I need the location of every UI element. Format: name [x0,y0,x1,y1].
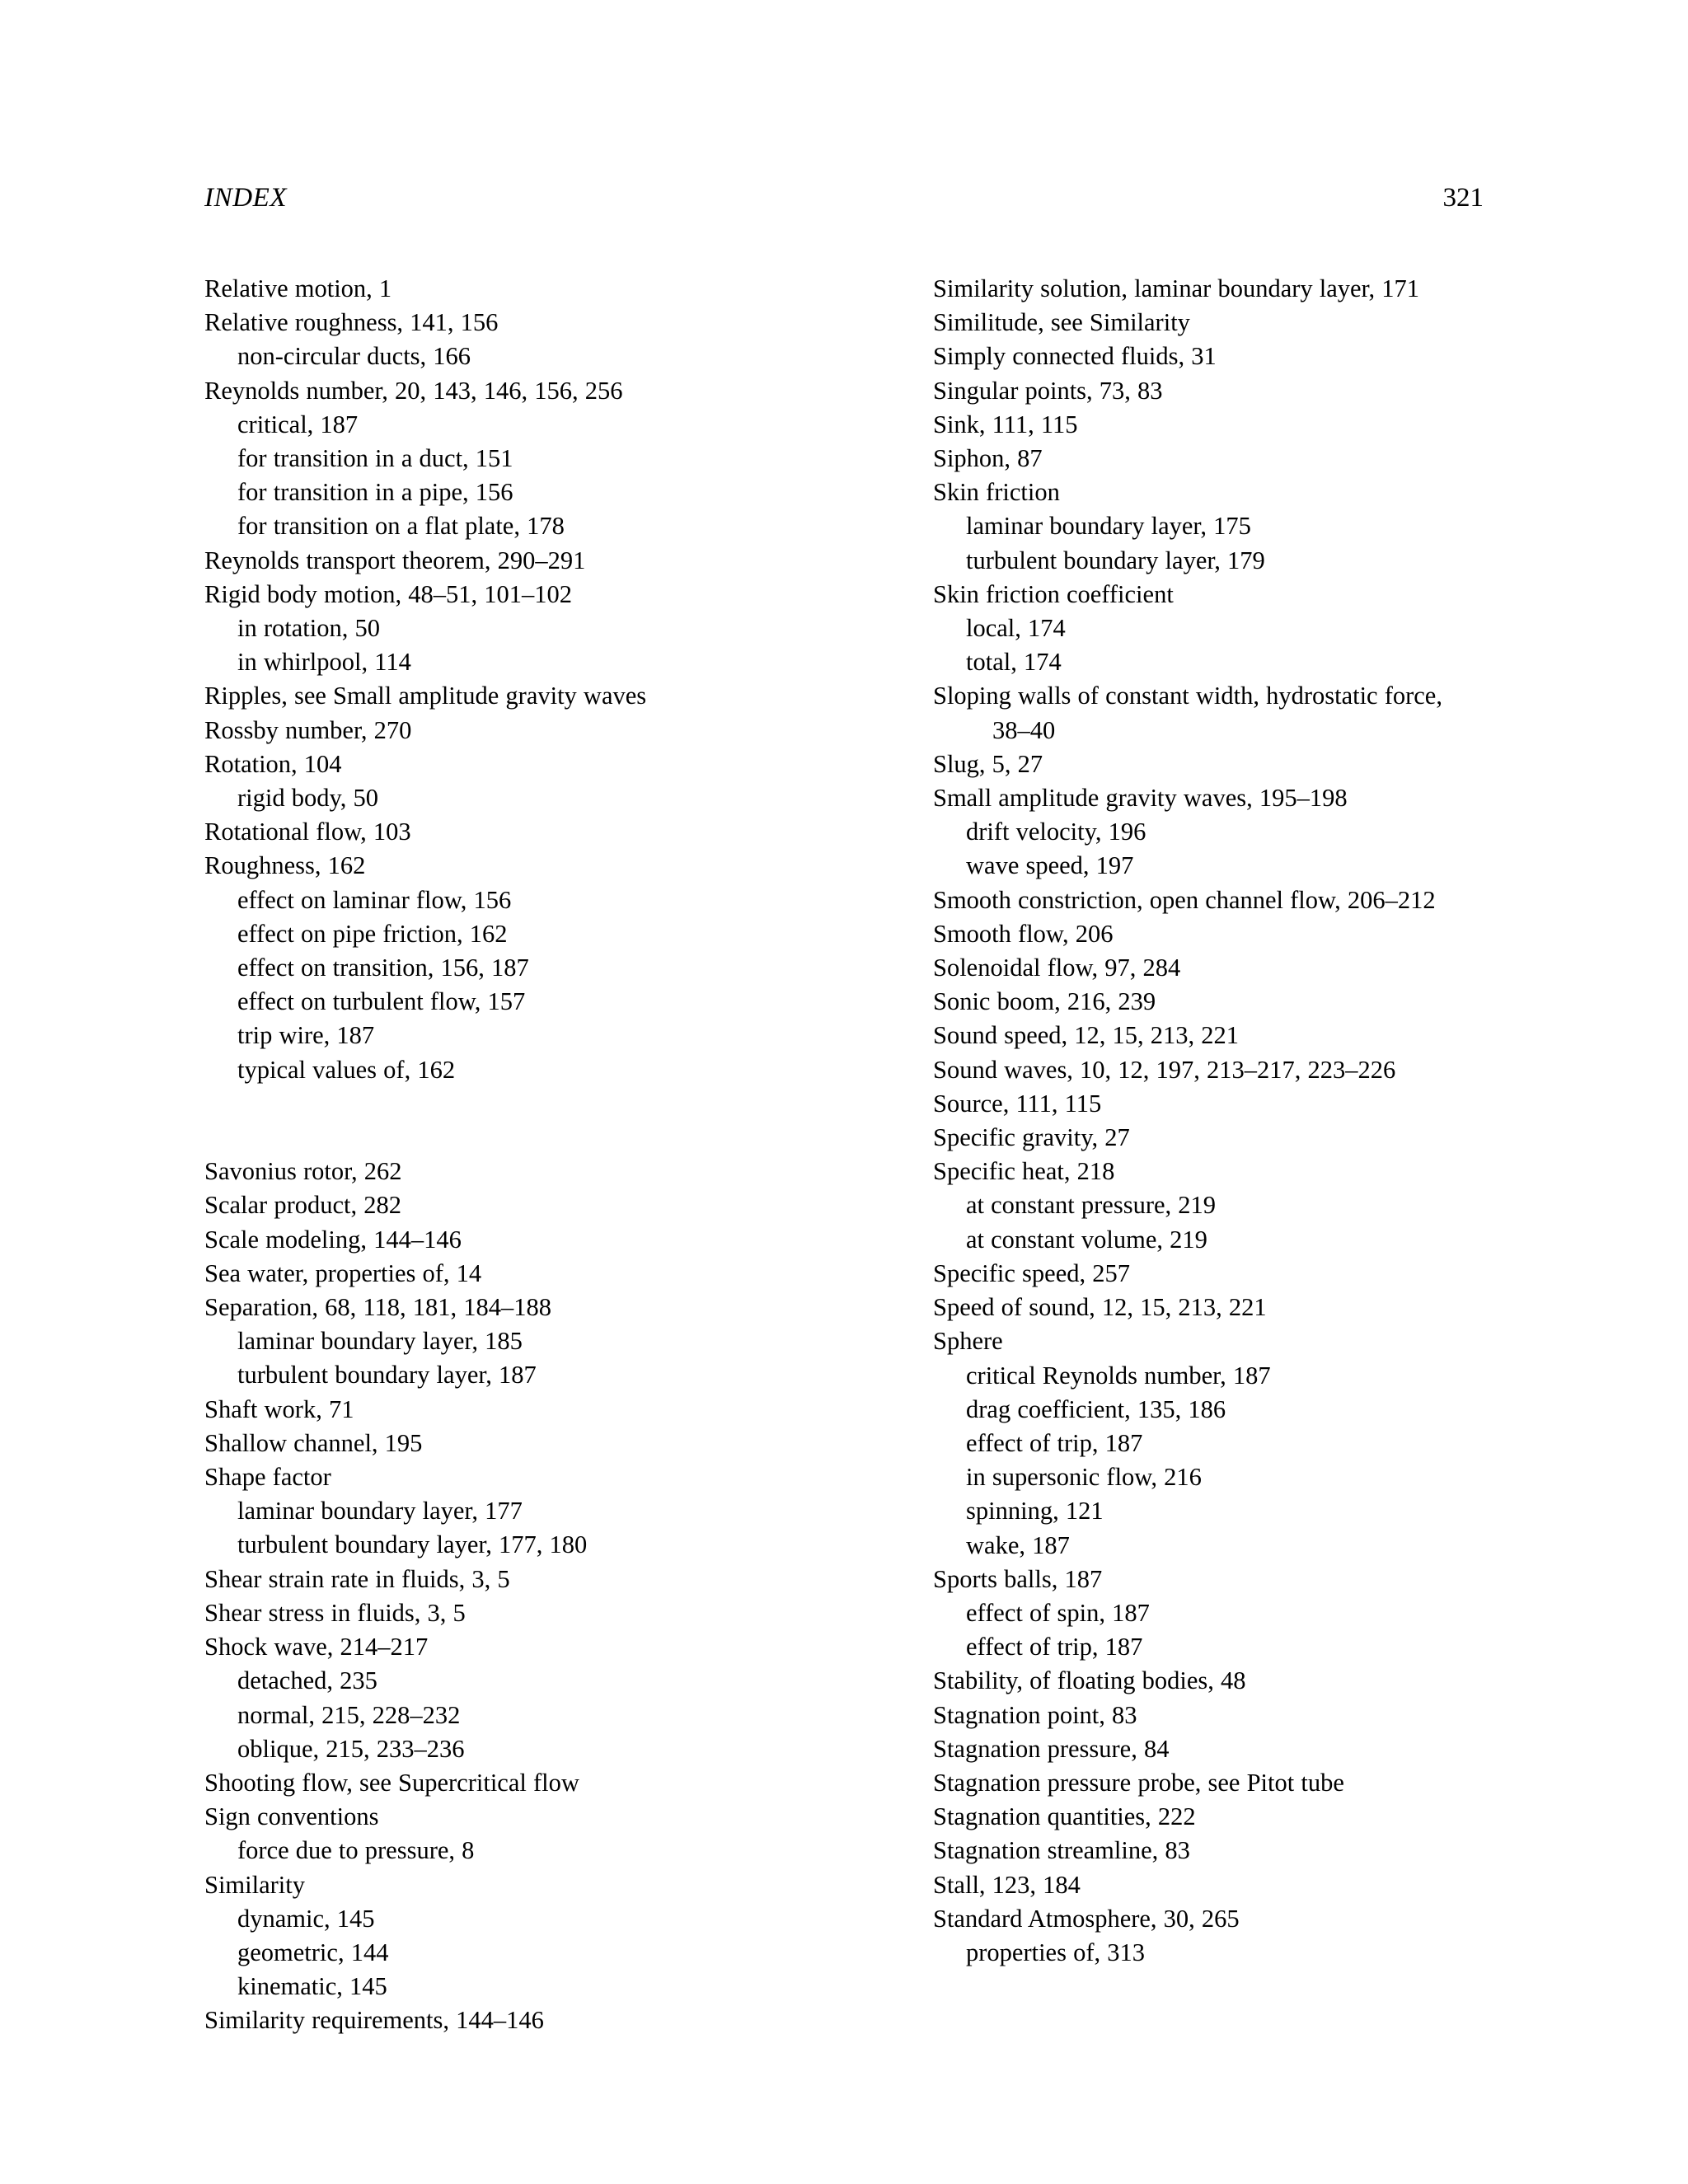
index-entry: Stall, 123, 184 [933,1870,1081,1899]
index-entry: Shallow channel, 195 [204,1428,423,1457]
index-entry: Specific speed, 257 [933,1258,1130,1287]
index-entry: Source, 111, 115 [933,1089,1102,1118]
index-entry: Simply connected fluids, 31 [933,342,1217,371]
index-subentry: drift velocity, 196 [966,818,1146,846]
index-entry: Scalar product, 282 [204,1191,401,1220]
index-column-right [933,272,1484,2038]
index-subentry: effect on turbulent flow, 157 [237,987,526,1016]
index-subentry: drag coefficient, 135, 186 [966,1394,1226,1423]
index-subentry: laminar boundary layer, 185 [237,1327,523,1356]
index-entry: Shock wave, 214–217 [204,1633,429,1661]
index-entry: Shear stress in fluids, 3, 5 [204,1598,466,1627]
index-entry: Specific heat, 218 [933,1157,1115,1186]
index-section-gap [204,1121,755,1155]
index-entry: Roughness, 162 [204,851,366,880]
index-entry: Speed of sound, 12, 15, 213, 221 [933,1293,1267,1322]
index-subentry: normal, 215, 228–232 [237,1700,461,1729]
index-entry: Shear strain rate in fluids, 3, 5 [204,1564,510,1593]
index-subentry: at constant pressure, 219 [966,1191,1217,1220]
index-subentry: oblique, 215, 233–236 [237,1734,465,1763]
index-entry: Shooting flow, see Supercritical flow [204,1768,579,1797]
index-subentry: laminar boundary layer, 175 [966,512,1251,541]
index-entry: Sound waves, 10, 12, 197, 213–217, 223–226 [933,1055,1396,1084]
index-columns [204,272,1484,2038]
index-subentry: turbulent boundary layer, 179 [966,546,1265,574]
index-entry: Relative motion, 1 [204,274,392,302]
index-entry: Sports balls, 187 [933,1564,1103,1593]
index-entry: Shaft work, 71 [204,1394,354,1423]
index-entry: Similarity requirements, 144–146 [204,2006,544,2035]
index-subentry: force due to pressure, 8 [237,1836,475,1865]
index-subentry: kinematic, 145 [237,1972,387,2001]
index-section-gap [204,1087,755,1121]
index-entry: Sloping walls of constant width, hydrostatic force, 38–40 [933,682,1442,744]
index-entry: Smooth flow, 206 [933,919,1114,948]
index-entry: Stagnation point, 83 [933,1700,1137,1729]
index-subentry: critical Reynolds number, 187 [966,1361,1271,1390]
index-entry: Relative roughness, 141, 156 [204,308,499,337]
index-entry: Stability, of floating bodies, 48 [933,1666,1246,1695]
index-subentry: geometric, 144 [237,1938,389,1966]
index-entry: Small amplitude gravity waves, 195–198 [933,784,1348,813]
page-number: 321 [1442,183,1484,213]
index-subentry: in supersonic flow, 216 [966,1463,1202,1492]
index-subentry: typical values of, 162 [237,1055,456,1084]
index-subentry: at constant volume, 219 [966,1225,1207,1254]
index-entry: Rigid body motion, 48–51, 101–102 [204,579,572,608]
index-entry: Similitude, see Similarity [933,308,1190,337]
index-subentry: rigid body, 50 [237,784,378,813]
index-subentry: properties of, 313 [966,1938,1145,1966]
index-subentry: for transition in a pipe, 156 [237,478,513,507]
index-subentry: for transition on a flat plate, 178 [237,512,565,541]
index-entry: Stagnation pressure, 84 [933,1734,1170,1763]
index-entry: Rotation, 104 [204,749,342,778]
index-entry: Smooth constriction, open channel flow, 206–212 [933,885,1436,914]
index-entry: Reynolds transport theorem, 290–291 [204,546,586,574]
index-entry: Sonic boom, 216, 239 [933,987,1156,1016]
index-subentry: critical, 187 [237,410,359,438]
index-entry: Sink, 111, 115 [933,410,1078,438]
index-subentry: trip wire, 187 [237,1021,375,1050]
index-entry: Sea water, properties of, 14 [204,1258,482,1287]
index-subentry: in whirlpool, 114 [237,648,411,677]
index-entry: Reynolds number, 20, 143, 146, 156, 256 [204,376,623,405]
index-entry: Standard Atmosphere, 30, 265 [933,1904,1240,1933]
index-entry: Ripples, see Small amplitude gravity waves [204,682,647,710]
index-subentry: detached, 235 [237,1666,377,1695]
index-entry: Savonius rotor, 262 [204,1157,402,1186]
index-entry: Stagnation quantities, 222 [933,1802,1196,1831]
index-subentry: total, 174 [966,648,1062,677]
index-entry: Similarity solution, laminar boundary layer, 171 [933,274,1419,302]
index-entry: Skin friction [933,478,1060,507]
index-entry: Sign conventions [204,1802,379,1831]
index-entry: Similarity [204,1870,305,1899]
index-entry: Shape factor [204,1463,331,1492]
index-entry: Stagnation streamline, 83 [933,1836,1190,1865]
index-subentry: effect of trip, 187 [966,1428,1143,1457]
index-column-left [204,272,755,2038]
index-subentry: effect of spin, 187 [966,1598,1150,1627]
index-subentry: wake, 187 [966,1530,1070,1559]
index-entry: Skin friction coefficient [933,579,1174,608]
index-subentry: local, 174 [966,614,1066,643]
running-head [204,183,1484,221]
index-entry: Scale modeling, 144–146 [204,1225,462,1254]
index-entry: Rossby number, 270 [204,715,412,744]
index-subentry: effect on transition, 156, 187 [237,954,529,982]
index-subentry: laminar boundary layer, 177 [237,1497,523,1526]
index-entry: Stagnation pressure probe, see Pitot tube [933,1768,1344,1797]
index-subentry: in rotation, 50 [237,614,380,643]
index-subentry: spinning, 121 [966,1497,1104,1526]
index-entry: Specific gravity, 27 [933,1123,1130,1152]
index-subentry: wave speed, 197 [966,851,1134,880]
index-entry: Sound speed, 12, 15, 213, 221 [933,1021,1240,1050]
index-entry: Siphon, 87 [933,444,1043,473]
index-subentry: for transition in a duct, 151 [237,444,513,473]
index-entry: Sphere [933,1327,1003,1356]
page-title: INDEX [204,183,288,213]
index-subentry: non-circular ducts, 166 [237,342,471,371]
index-entry: Solenoidal flow, 97, 284 [933,954,1181,982]
index-entry: Singular points, 73, 83 [933,376,1163,405]
index-subentry: turbulent boundary layer, 177, 180 [237,1530,588,1559]
index-subentry: effect of trip, 187 [966,1633,1143,1661]
index-subentry: turbulent boundary layer, 187 [237,1361,537,1390]
index-entry: Rotational flow, 103 [204,818,411,846]
index-subentry: effect on pipe friction, 162 [237,919,508,948]
index-subentry: effect on laminar flow, 156 [237,885,512,914]
index-entry: Separation, 68, 118, 181, 184–188 [204,1293,552,1322]
index-subentry: dynamic, 145 [237,1904,375,1933]
index-entry: Slug, 5, 27 [933,749,1043,778]
